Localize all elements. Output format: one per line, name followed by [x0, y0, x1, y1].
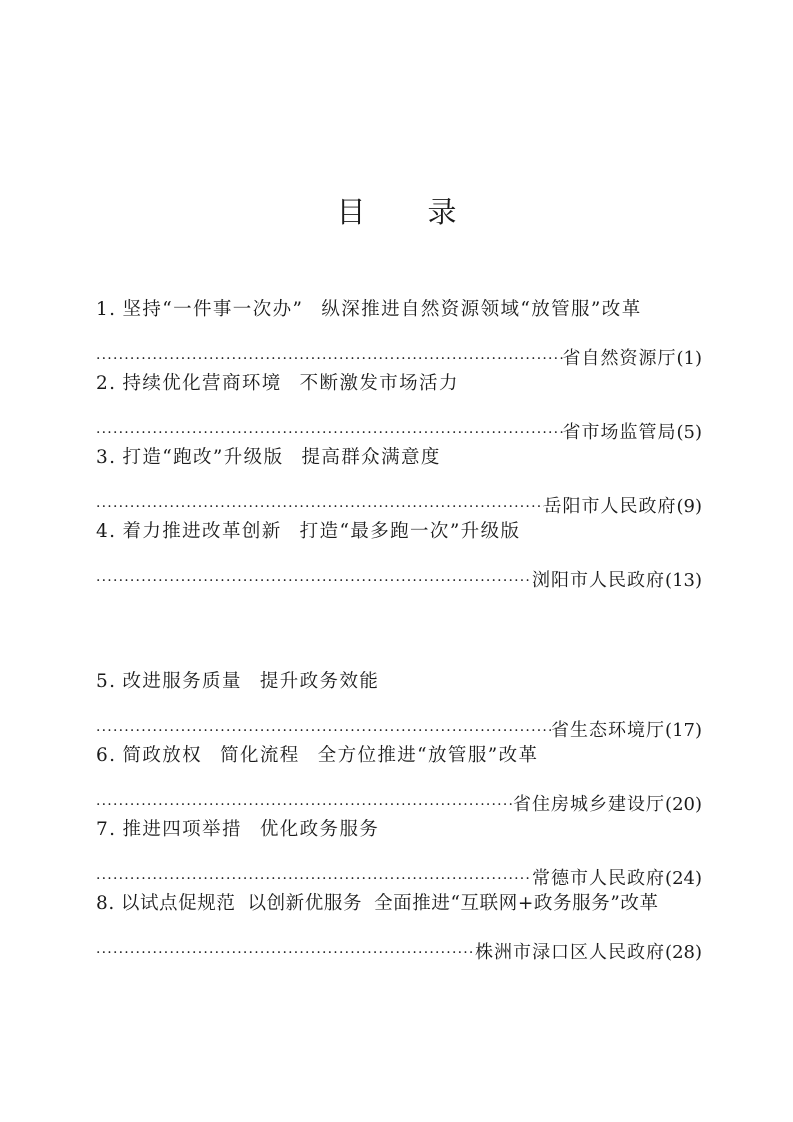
title-char-2: 录 — [427, 195, 457, 229]
toc-entry-source: 省市场监管局 — [562, 422, 677, 443]
toc-entry-source: 岳阳市人民政府 — [543, 496, 677, 517]
toc-entry-title-part: 全方位推进“放管服”改革 — [317, 745, 539, 766]
toc-entry-title — [96, 296, 702, 332]
toc-entry-title — [96, 890, 702, 926]
toc-entry-source-line — [96, 704, 702, 742]
toc-entry-title-part: 打造“跑改”升级版 — [122, 447, 284, 468]
toc-entry-number: 2. — [96, 373, 117, 394]
toc-entry-title-part: 推进四项举措 — [122, 819, 242, 840]
toc-entry-number: 1. — [96, 299, 117, 320]
toc-entry-title-part: 全面推进“互联网+政务服务”改革 — [374, 893, 659, 914]
toc-entry[interactable] — [96, 816, 702, 890]
toc-entry[interactable] — [96, 444, 702, 518]
toc-entry-page: (1) — [676, 348, 702, 369]
toc-entry-number: 7. — [96, 819, 117, 840]
toc-entry-number: 3. — [96, 447, 117, 468]
toc-group-2 — [96, 668, 702, 964]
toc-entry-page: (20) — [665, 794, 702, 815]
toc-entry-title-part: 以创新优服务 — [247, 893, 363, 914]
toc-entry-title — [96, 742, 702, 778]
toc-entry[interactable] — [96, 518, 702, 592]
toc-entry-title-part: 简化流程 — [220, 745, 300, 766]
toc-entry-title — [96, 370, 702, 406]
toc-entry-page: (13) — [665, 570, 702, 591]
leader-dots — [96, 794, 513, 816]
leader-dots — [96, 570, 532, 592]
toc-entry-page: (24) — [665, 868, 702, 889]
toc-entry-source-line — [96, 332, 702, 370]
toc-entry-title-part: 提升政务效能 — [259, 671, 380, 692]
toc-entry-title-part: 提高群众满意度 — [301, 447, 441, 468]
toc-entry-page: (5) — [676, 422, 702, 443]
toc-entry-page: (9) — [676, 496, 702, 517]
toc-entry-source: 株洲市渌口区人民政府 — [475, 942, 666, 963]
toc-entry-title — [96, 816, 702, 852]
toc-entry[interactable] — [96, 370, 702, 444]
toc-entry-source: 省生态环境厅 — [551, 720, 666, 741]
toc-entry-title-part: 着力推进改革创新 — [122, 521, 282, 542]
toc-entry-page: (28) — [665, 942, 702, 963]
toc-entry-title-part: 持续优化营商环境 — [122, 373, 282, 394]
toc-entry-title-part: 不断激发市场活力 — [299, 373, 459, 394]
title-char-1: 目 — [336, 195, 366, 229]
toc-entry-title-part: 纵深推进自然资源领域“放管服”改革 — [321, 299, 642, 320]
toc-entry-title-part: 改进服务质量 — [122, 671, 242, 692]
toc-entry-source: 常德市人民政府 — [532, 868, 666, 889]
leader-dots — [96, 942, 475, 964]
toc-entry-source: 省住房城乡建设厅 — [513, 794, 666, 815]
toc-entry-source-line — [96, 554, 702, 592]
toc-entry-title — [96, 444, 702, 480]
toc-group-1 — [96, 296, 702, 592]
toc-entry-title-part: 打造“最多跑一次”升级版 — [299, 521, 521, 542]
toc-entry-number: 4. — [96, 521, 117, 542]
toc-entry-title-part: 简政放权 — [122, 745, 203, 766]
toc-entry-title — [96, 668, 702, 704]
toc-entry-title-part: 以试点促规范 — [120, 893, 236, 914]
toc-entry-title — [96, 518, 702, 554]
leader-dots — [96, 868, 532, 890]
toc-entry-source: 浏阳市人民政府 — [532, 570, 666, 591]
toc-entry-title-part: 坚持“一件事一次办” — [122, 299, 304, 320]
toc-entry-source-line — [96, 480, 702, 518]
toc-entry-source-line — [96, 406, 702, 444]
leader-dots — [96, 348, 563, 370]
toc-entry-source-line — [96, 778, 702, 816]
toc-entry-source-line — [96, 926, 702, 964]
toc-entry-number: 5. — [96, 671, 117, 692]
toc-entry-number: 8. — [96, 893, 115, 914]
toc-entry-title-part: 优化政务服务 — [259, 819, 380, 840]
toc-entry-number: 6. — [96, 745, 117, 766]
toc-entry[interactable] — [96, 890, 702, 964]
leader-dots — [96, 422, 563, 444]
toc-entry-page: (17) — [665, 720, 702, 741]
page-title — [0, 190, 793, 231]
toc-entry-source-line — [96, 852, 702, 890]
toc-entry[interactable] — [96, 668, 702, 742]
toc-entry-source: 省自然资源厅 — [562, 348, 677, 369]
leader-dots — [96, 496, 544, 518]
leader-dots — [96, 720, 551, 742]
toc-entry[interactable] — [96, 296, 702, 370]
toc-entry[interactable] — [96, 742, 702, 816]
